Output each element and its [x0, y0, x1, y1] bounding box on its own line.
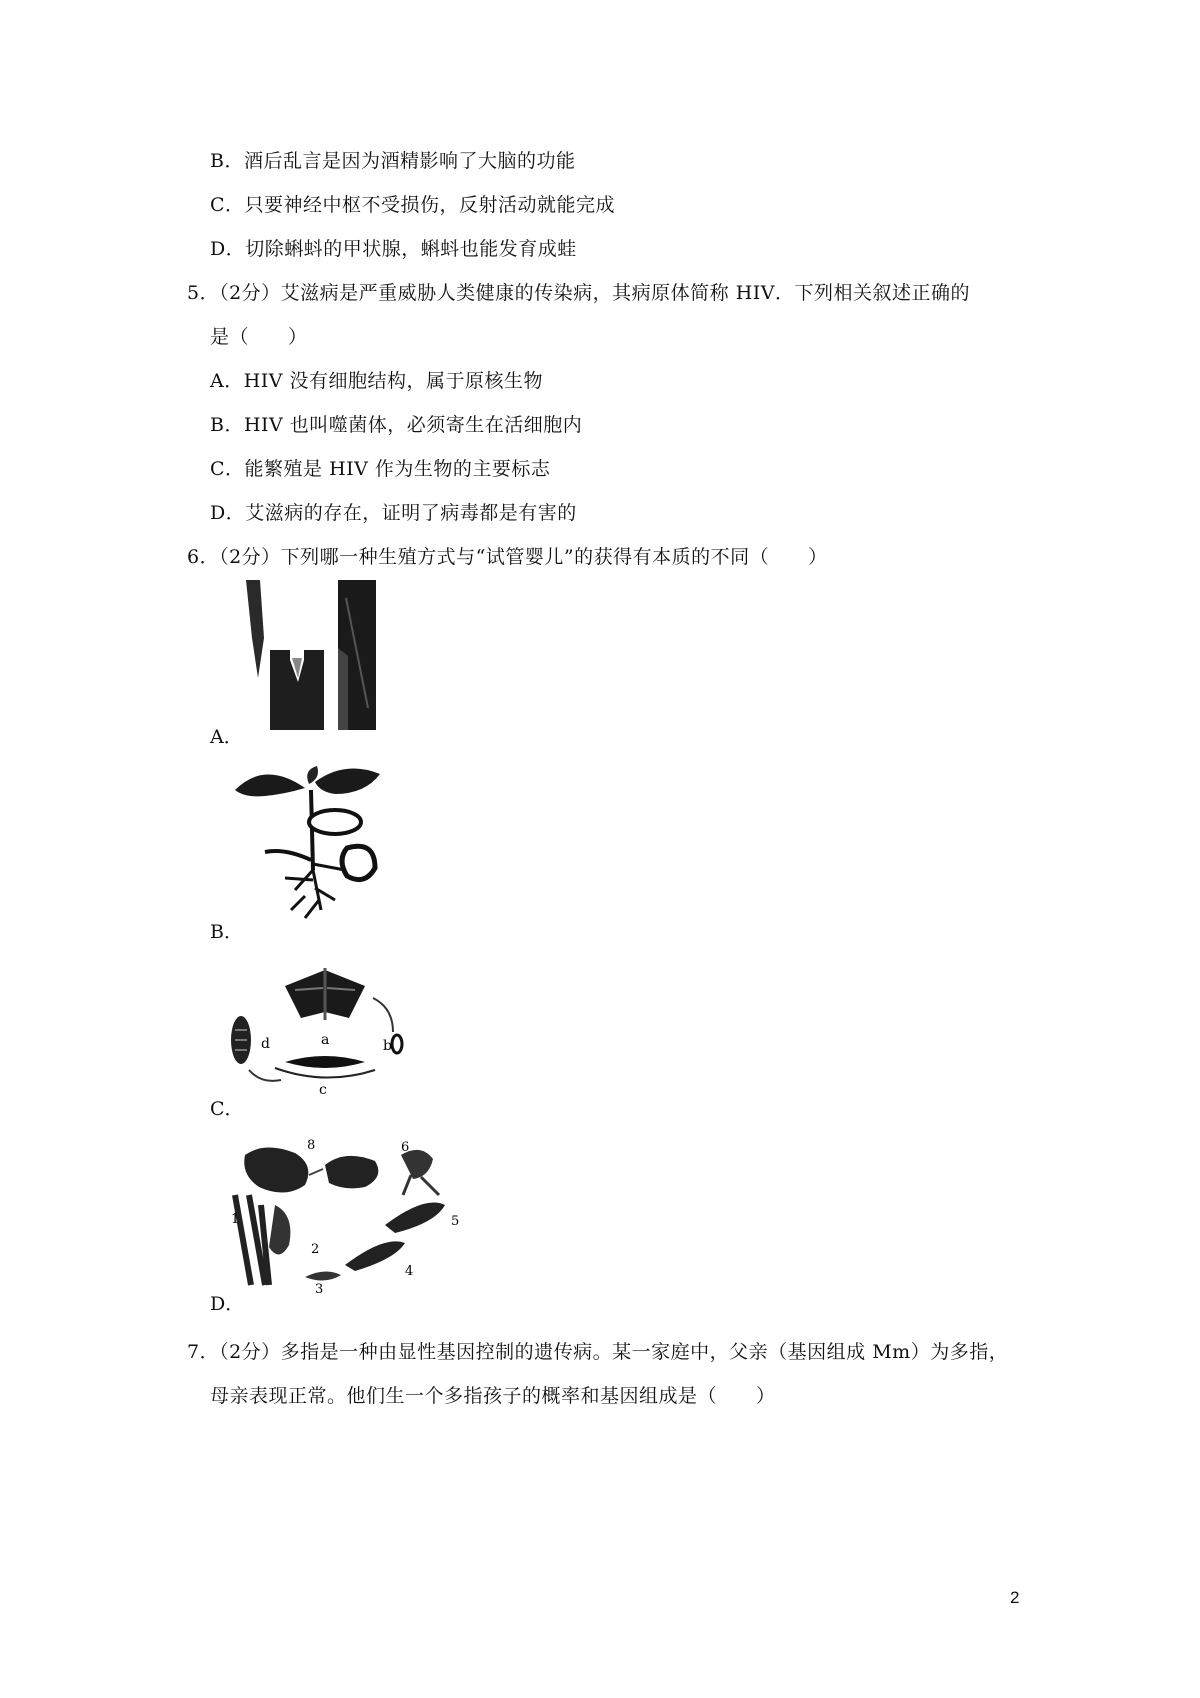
fig-c-label-b: b: [383, 1038, 392, 1054]
fig-c-label-a: a: [321, 1032, 330, 1048]
fig-d-label-2: 2: [311, 1242, 320, 1257]
figure-frog-lifecycle: [225, 1135, 465, 1295]
figure-moth-lifecycle: [225, 958, 415, 1098]
q6-option-b-label: B．: [210, 921, 243, 943]
fig-c-label-c: c: [319, 1082, 327, 1098]
q4-option-b: B．酒后乱言是因为酒精影响了大脑的功能: [210, 150, 576, 172]
q5-option-d: D．艾滋病的存在，证明了病毒都是有害的: [210, 502, 577, 524]
q5-option-a: A．HIV 没有细胞结构，属于原核生物: [210, 370, 544, 392]
q4-option-c: C．只要神经中枢不受损伤，反射活动就能完成: [210, 194, 616, 216]
figure-grafting: [228, 578, 398, 738]
q6-option-a-label: A．: [210, 726, 243, 748]
q7-stem-line1: 7．（2分）多指是一种由显性基因控制的遗传病。某一家庭中，父亲（基因组成 Mm）为多指，: [187, 1341, 1009, 1363]
fig-d-label-8: 8: [307, 1138, 316, 1153]
fig-d-label-5: 5: [451, 1214, 460, 1229]
q4-option-d: D．切除蝌蚪的甲状腺，蝌蚪也能发育成蛙: [210, 238, 577, 260]
q6-option-d-label: D．: [210, 1293, 245, 1315]
q6-stem: 6．（2分）下列哪一种生殖方式与“试管婴儿”的获得有本质的不同（ ）: [187, 546, 828, 568]
fig-d-label-4: 4: [405, 1264, 414, 1279]
q7-stem-line2: 母亲表现正常。他们生一个多指孩子的概率和基因组成是（ ）: [210, 1385, 776, 1407]
q5-stem-line1: 5．（2分）艾滋病是严重威胁人类健康的传染病，其病原体简称 HIV．下列相关叙述正确的: [187, 282, 971, 304]
page-number: 2: [1010, 1588, 1020, 1607]
q6-option-c-label: C．: [210, 1098, 244, 1120]
q5-stem-line2: 是（ ）: [210, 326, 308, 348]
fig-d-label-1: 1: [231, 1212, 240, 1227]
fig-d-label-3: 3: [315, 1282, 324, 1295]
fig-d-label-6: 6: [401, 1140, 410, 1155]
q5-option-b: B．HIV 也叫噬菌体，必须寄生在活细胞内: [210, 414, 583, 436]
q5-option-c: C．能繁殖是 HIV 作为生物的主要标志: [210, 458, 551, 480]
fig-c-label-d: d: [261, 1036, 270, 1052]
figure-tuber-sprout: [225, 760, 395, 920]
